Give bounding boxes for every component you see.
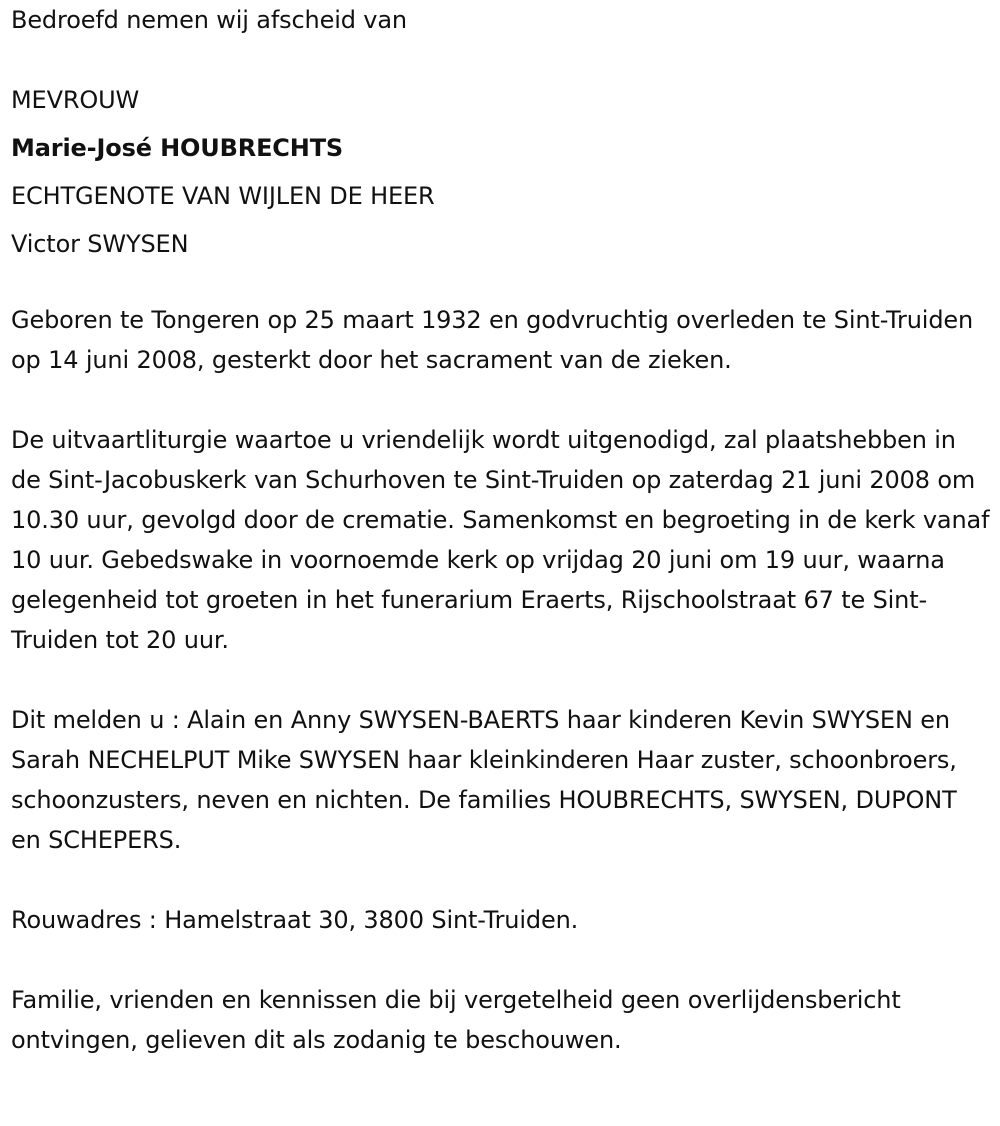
spacer [11,40,991,80]
announcers-paragraph: Dit melden u : Alain en Anny SWYSEN-BAERTS haar kinderen Kevin SWYSEN en Sarah NECHELPUT Mike SWYSEN haar kleinkinderen Haar zuster, schoonbroers, schoonzusters, neven en nichten. De families HOUBRECHTS, SWYSEN, DUPONT en SCHEPERS. [11,706,957,854]
address-line: Rouwadres : Hamelstraat 30, 3800 Sint-Truiden. [11,906,579,934]
title-prefix: MEVROUW [11,86,140,114]
spacer [11,268,991,300]
spouse-name: Victor SWYSEN [11,230,189,258]
spacer [11,380,991,420]
spacer [11,940,991,980]
deceased-name: Marie-José HOUBRECHTS [11,134,344,162]
relation-text: ECHTGENOTE VAN WIJLEN DE HEER [11,182,435,210]
closing-paragraph: Familie, vrienden en kennissen die bij vergetelheid geen overlijdensbericht ontvingen, gelieven dit als zodanig te beschouwen. [11,986,901,1054]
intro-text: Bedroefd nemen wij afscheid van [11,6,407,34]
spacer [11,660,991,700]
obituary-notice [11,0,991,1060]
birth-death-paragraph: Geboren te Tongeren op 25 maart 1932 en godvruchtig overleden te Sint-Truiden op 14 juni 2008, gesterkt door het sacrament van de zieken. [11,306,974,374]
funeral-paragraph: De uitvaartliturgie waartoe u vriendelijk wordt uitgenodigd, zal plaatshebben in de Sint-Jacobuskerk van Schurhoven te Sint-Truiden op zaterdag 21 juni 2008 om 10.30 uur, gevolgd door de crematie. Samenkomst en begroeting in de kerk vanaf 10 uur. Gebedswake in voornoemde kerk op vrijdag 20 juni om 19 uur, waarna gelegenheid tot groeten in het funerarium Eraerts, Rijschoolstraat 67 te Sint-Truiden tot 20 uur. [11,426,990,654]
spacer [11,860,991,900]
